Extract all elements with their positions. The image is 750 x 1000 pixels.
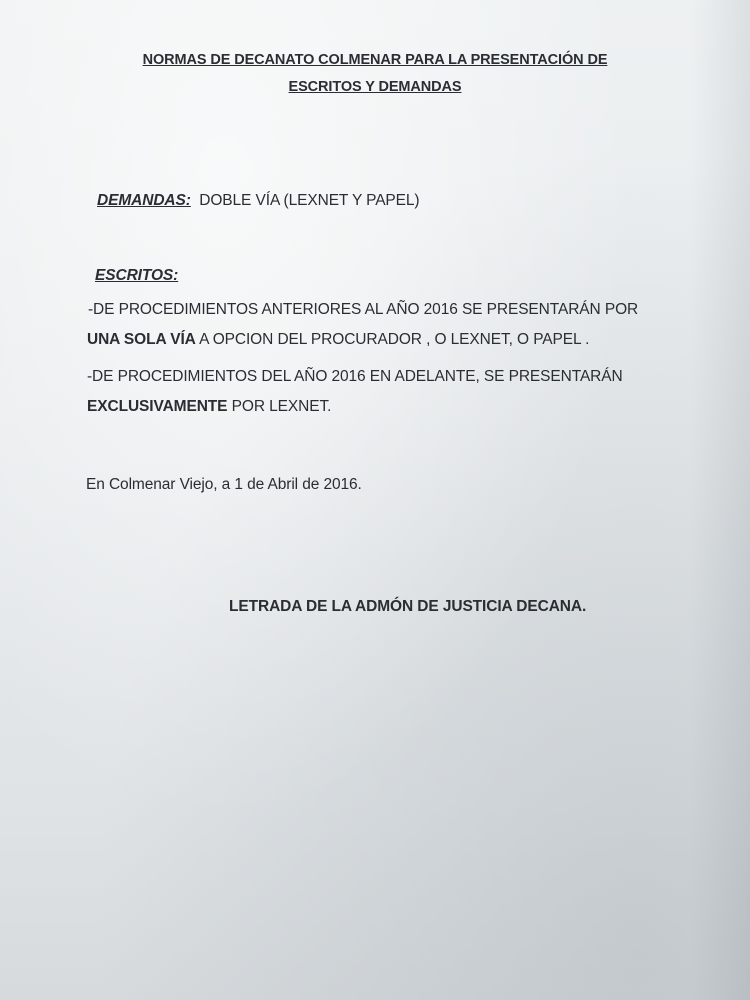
escritos-label-line	[95, 266, 178, 286]
una-sola-via-emphasis: UNA SOLA VÍA	[87, 331, 196, 348]
escritos-item-1-rest: A OPCION DEL PROCURADOR , O LEXNET, O PAPEL .	[195, 331, 590, 348]
escritos-item-1-line-1: -DE PROCEDIMIENTOS ANTERIORES AL AÑO 2016 SE PRESENTARÁN POR	[88, 301, 639, 318]
escritos-item-2-line-2	[87, 397, 331, 417]
document-title-line-1	[0, 50, 750, 70]
title-text-1: NORMAS DE DECANATO COLMENAR PARA LA PRESENTACIÓN DE	[142, 52, 608, 68]
page-shadow	[690, 0, 750, 1000]
document-title-line-2	[0, 77, 750, 97]
exclusivamente-emphasis: EXCLUSIVAMENTE	[87, 398, 228, 415]
title-text-2: ESCRITOS Y DEMANDAS	[288, 79, 462, 95]
place-and-date: En Colmenar Viejo, a 1 de Abril de 2016.	[86, 476, 362, 493]
escritos-item-1-line-2	[87, 330, 589, 350]
signature-line: LETRADA DE LA ADMÓN DE JUSTICIA DECANA.	[229, 598, 587, 615]
escritos-item-2-line-1: -DE PROCEDIMIENTOS DEL AÑO 2016 EN ADELANTE, SE PRESENTARÁN	[87, 368, 623, 385]
demandas-line	[97, 191, 420, 211]
escritos-item-2-rest: POR LEXNET.	[227, 398, 332, 415]
demandas-label: DEMANDAS:	[97, 192, 191, 209]
escritos-label: ESCRITOS:	[95, 267, 179, 284]
demandas-value: DOBLE VÍA (LEXNET Y PAPEL)	[199, 192, 420, 209]
